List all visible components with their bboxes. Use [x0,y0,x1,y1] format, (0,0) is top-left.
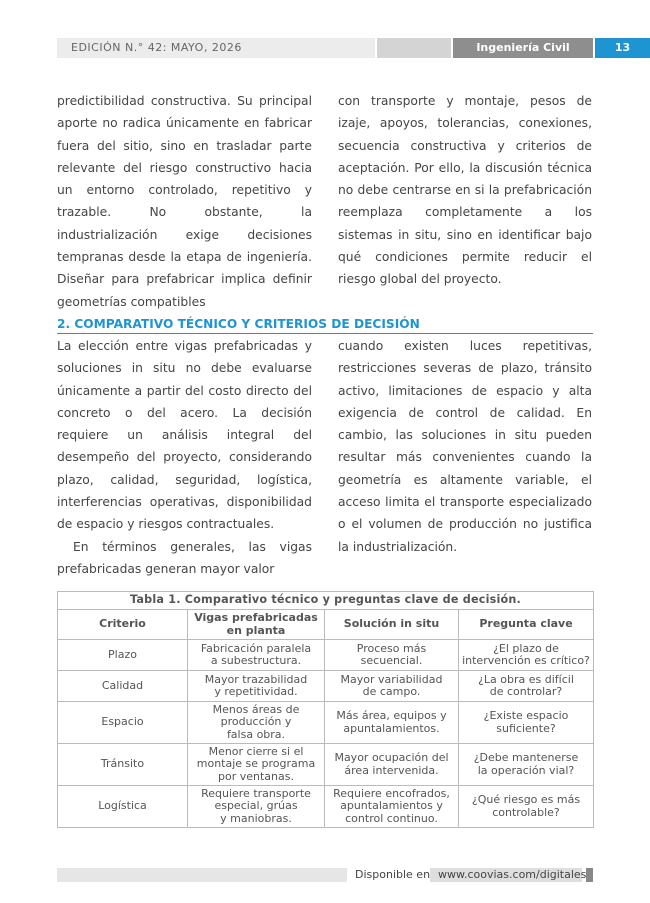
table-cell: Menos áreas de producción y falsa obra. [188,702,325,744]
page-header [57,38,650,58]
paragraph: En términos generales, las vigas prefabricadas generan mayor valor [57,539,312,576]
table-cell: Mayor ocupación del área intervenida. [325,744,459,786]
paragraph: con transporte y montaje, pesos de izaje, apoyos, tolerancias, conexiones, secuencia constructiva y criterios de aceptación. Por ello, la discusión técnica no debe centrarse en si la prefabricación reemplaza completamente a los sistemas in situ, sino en identificar bajo qué condiciones permite reducir el riesgo global del proyecto. [338,94,592,287]
page-footer [57,868,593,882]
footer-available-label: Disponible en [355,868,431,881]
section-title: 2. COMPARATIVO TÉCNICO Y CRITERIOS DE DECISIÓN [57,316,593,334]
edition-label: EDICIÓN N.° 42: MAYO, 2026 [71,41,242,54]
comparison-table [57,591,594,828]
table-row [58,702,594,744]
table-cell: Más área, equipos y apuntalamientos. [325,702,459,744]
table-row [58,640,594,671]
footer-end-marker [586,868,593,882]
body-column-3 [57,335,312,580]
table-cell: ¿El plazo de intervención es crítico? [459,640,594,671]
footer-url-link[interactable]: www.coovias.com/digitales [438,868,587,881]
table-cell: Mayor trazabilidad y repetitividad. [188,671,325,702]
paragraph: predictibilidad constructiva. Su principal aporte no radica únicamente en fabricar fuera del sitio, sino en trasladar parte relevante del riesgo constructivo hacia un entorno controlado, repetitivo y trazable. No obstante, la industrialización exige decisiones tempranas desde la etapa de ingeniería. Diseñar para prefabricar implica definir geometrías compatibles [57,94,312,309]
table-row [58,786,594,828]
table-cell: ¿Debe mantenerse la operación vial? [459,744,594,786]
table-cell: ¿Existe espacio suficiente? [459,702,594,744]
table-cell: Requiere transporte especial, grúas y maniobras. [188,786,325,828]
paragraph: La elección entre vigas prefabricadas y soluciones in situ no debe evaluarse únicamente a partir del costo directo del concreto o del acero. La decisión requiere un análisis integral del desempeño del proyecto, considerando plazo, calidad, seguridad, logística, interferencias operativas, disponibilidad de espacio y riesgos contractuales. [57,339,312,532]
table-cell: Espacio [58,702,188,744]
table-caption: Tabla 1. Comparativo técnico y preguntas clave de decisión. [58,592,594,610]
table-cell: Mayor variabilidad de campo. [325,671,459,702]
paragraph: cuando existen luces repetitivas, restricciones severas de plazo, tránsito activo, limitaciones de espacio y alta exigencia de control de calidad. En cambio, las soluciones in situ pueden resultar más convenientes cuando la geometría es altamente variable, el acceso limita el transporte especializado o el volumen de producción no justifica la industrialización. [338,339,592,554]
table-cell: ¿La obra es difícil de controlar? [459,671,594,702]
table-cell: Proceso más secuencial. [325,640,459,671]
table-cell: Calidad [58,671,188,702]
table-cell: Requiere encofrados, apuntalamientos y control continuo. [325,786,459,828]
table-header-cell: Vigas prefabricadas en planta [188,610,325,640]
section-label: Ingeniería Civil [476,41,570,54]
table-cell: Menor cierre si el montaje se programa por ventanas. [188,744,325,786]
page-number: 13 [614,41,631,54]
table-cell: ¿Qué riesgo es más controlable? [459,786,594,828]
table-header-cell: Pregunta clave [459,610,594,640]
footer-bar [57,868,347,882]
table-header-cell: Solución in situ [325,610,459,640]
table-cell: Plazo [58,640,188,671]
table-row [58,744,594,786]
table-row [58,671,594,702]
body-column-4 [338,335,592,558]
body-column-2 [338,90,592,291]
table-cell: Logística [58,786,188,828]
table-cell: Fabricación paralela a subestructura. [188,640,325,671]
table-header-cell: Criterio [58,610,188,640]
header-bar-segment [377,38,451,58]
comparison-table-container [57,591,593,828]
table-cell: Tránsito [58,744,188,786]
body-column-1 [57,90,312,313]
